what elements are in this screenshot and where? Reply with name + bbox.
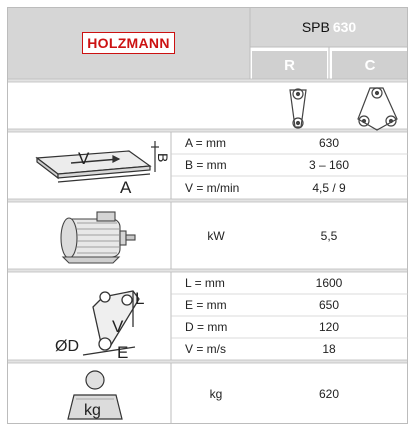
- motor-value: 5,5: [320, 228, 338, 243]
- column-r-label: R: [284, 56, 295, 74]
- column-c-header: [332, 51, 408, 79]
- pulley-r-icon: [290, 89, 306, 128]
- belt-drive-icon: [83, 291, 139, 355]
- icon-letter-b: B: [155, 153, 171, 163]
- weight-label: kg: [209, 386, 223, 401]
- motor-label: kW: [207, 228, 225, 243]
- model-prefix: SPB: [301, 19, 330, 35]
- brand-cell: [7, 7, 250, 79]
- row-l-label: L = mm: [185, 276, 225, 290]
- column-r-header: [252, 51, 327, 79]
- row-a-label: A = mm: [185, 136, 227, 150]
- row-vs-value: 18: [322, 342, 336, 356]
- row-d-label: D = mm: [185, 320, 228, 334]
- row-l-value: 1600: [315, 276, 343, 290]
- model-title: [250, 7, 408, 47]
- icon-letter-v2: V: [112, 317, 124, 336]
- column-c-label: C: [364, 56, 376, 74]
- row-a-value: 630: [318, 136, 340, 150]
- icon-letter-e: E: [117, 343, 129, 362]
- electric-motor-icon: [61, 212, 135, 263]
- icon-letter-v: V: [78, 149, 90, 168]
- row-e-label: E = mm: [185, 298, 227, 312]
- icon-letter-a: A: [120, 178, 132, 197]
- model-number: 630: [332, 19, 357, 35]
- row-v-value: 4,5 / 9: [312, 180, 346, 195]
- row-b-value: 3 – 160: [308, 158, 350, 172]
- row-d-value: 120: [318, 320, 340, 334]
- spec-table: [7, 7, 408, 424]
- band-1: [7, 79, 408, 82]
- row-vs-label: V = m/s: [185, 342, 227, 356]
- icon-letter-d: ØD: [55, 338, 79, 355]
- brand-logo: HOLZMANN: [82, 32, 175, 54]
- row-e-value: 650: [318, 298, 340, 312]
- pulley-c-icon: [358, 88, 397, 130]
- icon-letter-l: L: [135, 289, 145, 308]
- row-v-label: V = m/min: [185, 180, 240, 195]
- weight-icon-text: kg: [84, 402, 101, 419]
- row-b-label: B = mm: [185, 158, 227, 172]
- weight-value: 620: [318, 386, 340, 401]
- workpiece-dimension-icon: [37, 141, 159, 182]
